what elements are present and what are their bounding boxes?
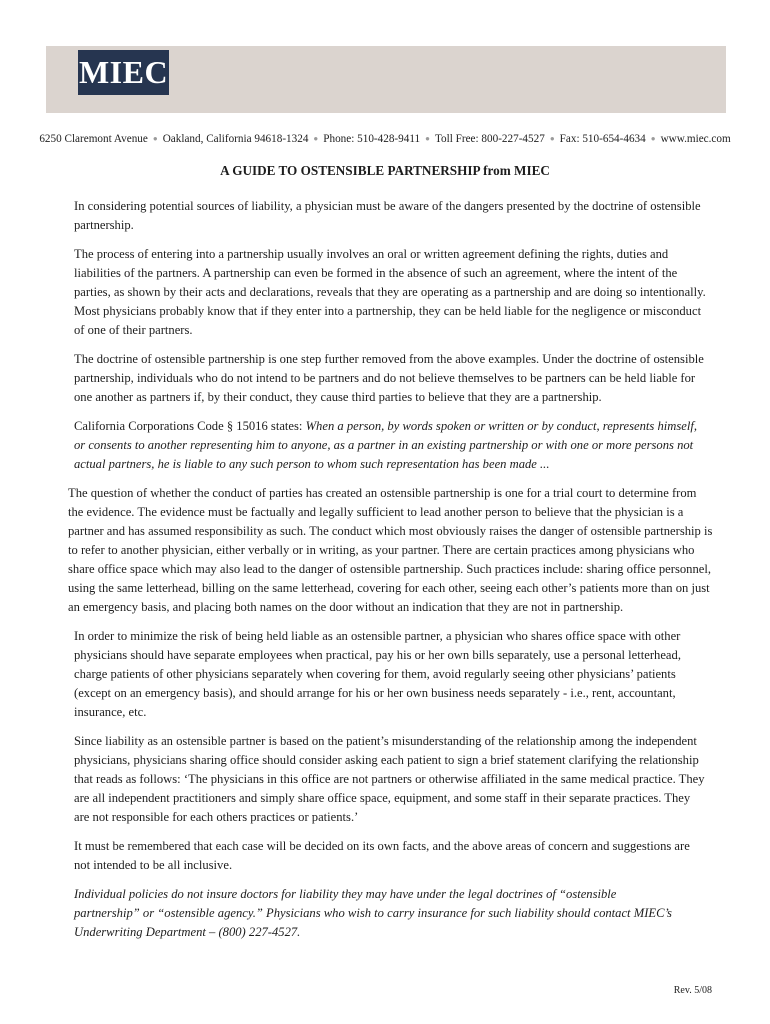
contact-city: Oakland, California 94618-1324 [162,133,309,145]
paragraph-code [74,417,706,474]
paragraph-partnership-process: The process of entering into a partnership usually involves an oral or written agreement defining the rights, duties and liabilities of the partners. A partnership can even be formed in the absence of such an agreement, where the intent of the parties, as shown by their acts and declarations, reveals that they are operating as a partnership and are doing so intentionally. Most physicians probably know that if they enter into a partnership, they can be held liable for the negligence or misconduct of one of their partners. [74,247,706,337]
paragraph-court: The question of whether the conduct of parties has created an ostensible partnership is one for a trial court to determine from the evidence. The evidence must be factually and legally sufficient to lead another person to believe that the physician is a partner and has assumed responsibility as such. The conduct which most obviously raises the danger of ostensible partnership is to refer to another physician, either verbally or in writing, as your partner. There are certain practices among physicians who share office space which may also lead to the danger of ostensible partnership. Such practices include: sharing office personnel, using the same letterhead, billing on the same letterhead, covering for each other, seeing each other’s patients more than on just an emergency basis, and placing both names on the door without an indication that they are not in partnership. [68,486,713,614]
contact-toll-free: Toll Free: 800-227-4527 [434,133,545,145]
separator-dot-icon: ● [549,134,555,143]
code-quote: When a person, by words spoken or written or by conduct, represents himself, or consents to another representing him to anyone, as a partner in an existing partnership or with one or more persons not actual partners, he is liable to any such person to whom such representation has been made ... [74,419,697,471]
miec-logo: MIEC [78,50,169,95]
separator-dot-icon: ● [650,134,656,143]
document-body [68,197,713,952]
separator-dot-icon: ● [425,134,430,143]
document-title: A GUIDE TO OSTENSIBLE PARTNERSHIP from MIEC [220,163,550,178]
revision-label: Rev. 5/08 [673,985,712,996]
contact-line [0,133,770,145]
paragraph-patient-statement: Since liability as an ostensible partner is based on the patient’s misunderstanding of the relationship among the independent physicians, physicians sharing office should consider asking each patient to sign a brief statement clarifying the relationship that reads as follows: ‘The physicians in this office are not partners or otherwise affiliated in the same medical practice. They are all independent practitioners and simply share office space, equipment, and some staff in their separate practices. They are not responsible for each others practices or patients.’ [74,734,705,824]
paragraph-intro: In considering potential sources of liability, a physician must be aware of the dangers presented by the doctrine of ostensible partnership. [74,199,701,232]
separator-dot-icon: ● [152,134,158,143]
paragraph-minimize-risk: In order to minimize the risk of being held liable as an ostensible partner, a physician who shares office space with other physicians should have separate employees when practical, pay his or her own bills separately, use a personal letterhead, charge patients of other physicians separately when covering for them, avoid regularly seeing other physicians’ patients (except on an emergency basis), and should arrange for his or her own business needs separately - i.e., rent, accountant, insurance, etc. [74,629,681,719]
contact-phone: Phone: 510-428-9411 [323,133,421,145]
contact-website: www.miec.com [660,133,731,145]
header-band [46,46,726,113]
paragraph-case-by-case: It must be remembered that each case will be decided on its own facts, and the above areas of concern and suggestions are not intended to be all inclusive. [74,839,690,872]
contact-fax: Fax: 510-654-4634 [559,133,646,145]
insurance-notice: Individual policies do not insure doctors for liability they may have under the legal doctrines of “ostensible partnership” or “ostensible agency.” Physicians who wish to carry insurance for such liability should contact MIEC’s Underwriting Department – (800) 227-4527. [74,887,672,939]
separator-dot-icon: ● [313,134,319,143]
contact-address: 6250 Claremont Avenue [39,133,148,145]
paragraph-doctrine: The doctrine of ostensible partnership is one step further removed from the above examples. Under the doctrine of ostensible partnership, individuals who do not intend to be partners and do not believe themselves to be partners can be held liable for one another as partners if, by their conduct, they cause third parties to believe that they are a partnership. [74,352,704,404]
code-intro: California Corporations Code § 15016 states: [74,419,306,433]
